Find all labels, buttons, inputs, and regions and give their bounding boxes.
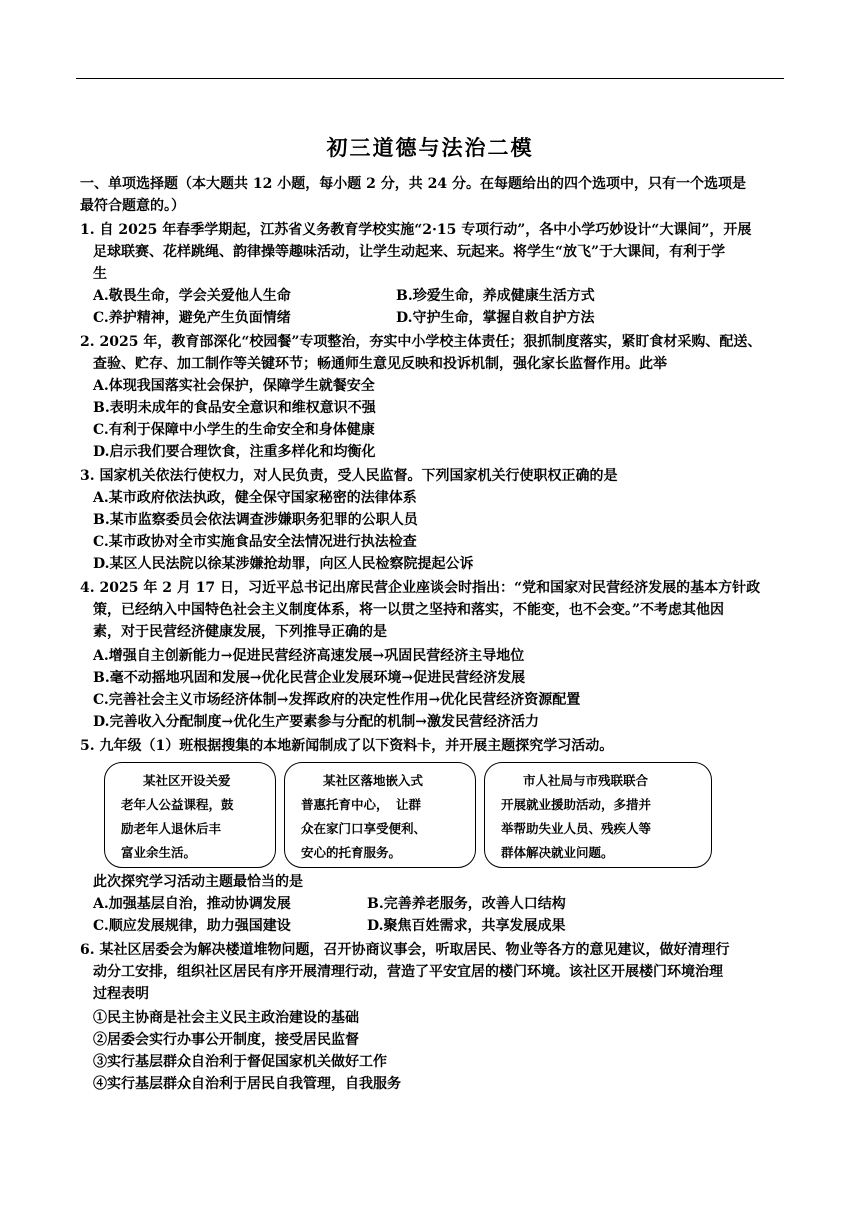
q3-option-a: A.某市政府依法执政，健全保守国家秘密的法律体系 [93,490,417,506]
info-card-childcare [284,762,476,868]
q4-stem: 素，对于民营经济健康发展，下列推导正确的是 [93,624,387,640]
q6-stem: 过程表明 [93,986,149,1002]
card-text: 老年人公益课程，鼓 [121,797,234,812]
q5-option-d: D.聚焦百姓需求，共享发展成果 [367,918,566,934]
q1-option-a: A.敬畏生命，学会关爱他人生命 [93,288,291,304]
q4-option-a: A.增强自主创新能力→促进民营经济高速发展→巩固民营经济主导地位 [93,648,525,664]
q4-stem: 4. 2025 年 2 月 17 日，习近平总书记出席民营企业座谈会时指出：“党和国家对民营经济发展的基本方针政 [80,580,761,596]
page-title: 初三道德与法治二模 [326,136,534,160]
header-rule [76,78,784,79]
q3-stem: 3. 国家机关依法行使权力，对人民负责，受人民监督。下列国家机关行使职权正确的是 [80,468,618,484]
q3-option-c: C.某市政协对全市实施食品安全法情况进行执法检查 [93,534,417,550]
q6-statement-2: ②居委会实行办事公开制度，接受居民监督 [93,1032,359,1048]
card-text: 励老年人退休后丰 [121,821,222,836]
q1-stem: 足球联赛、花样跳绳、韵律操等趣味活动，让学生动起来、玩起来。将学生“放飞”于大课间，有利于学 [93,244,726,260]
q6-stem: 动分工安排，组织社区居民有序开展清理行动，营造了平安宜居的楼门环境。该社区开展楼门环境治理 [93,964,723,980]
card-text: 举帮助失业人员、残疾人等 [501,821,652,836]
q3-option-d: D.某区人民法院以徐某涉嫌抢劫罪，向区人民检察院提起公诉 [93,556,474,572]
info-card-employment [484,762,712,868]
q6-statement-1: ①民主协商是社会主义民主政治建设的基础 [93,1010,359,1026]
q6-stem: 6. 某社区居委会为解决楼道堆物问题，召开协商议事会，听取居民、物业等各方的意见建议，做好清理行 [80,942,730,958]
q1-stem: 1. 自 2025 年春季学期起，江苏省义务教育学校实施“2·15 专项行动”，各中小学巧妙设计“大课间”，开展 [80,222,752,238]
q1-stem: 生 [93,266,107,282]
q1-option-b: B.珍爱生命，养成健康生活方式 [396,288,595,304]
card-text: 某社区落地嵌入式 [323,773,424,788]
q2-option-a: A.体现我国落实社会保护，保障学生就餐安全 [93,378,375,394]
q4-option-b: B.毫不动摇地巩固和发展→优化民营企业发展环境→促进民营经济发展 [93,670,526,686]
card-text: 市人社局与市残联联合 [523,773,649,788]
q6-statement-4: ④实行基层群众自治利于居民自我管理，自我服务 [93,1076,401,1092]
card-text: 众在家门口享受便利、 [301,821,427,836]
q6-statement-3: ③实行基层群众自治利于督促国家机关做好工作 [93,1054,387,1070]
q4-stem: 策，已经纳入中国特色社会主义制度体系，将一以贯之坚持和落实，不能变，也不会变。”不考虑其他因 [93,602,725,618]
card-text: 某社区开设关爱 [143,773,231,788]
q2-stem: 2. 2025 年，教育部深化“校园餐”专项整治，夯实中小学校主体责任；狠抓制度落实，紧盯食材采购、配送、 [80,334,762,350]
q5-option-a: A.加强基层自治，推动协调发展 [93,896,291,912]
q2-option-b: B.表明未成年的食品安全意识和维权意识不强 [93,400,376,416]
q2-option-c: C.有利于保障中小学生的生命安全和身体健康 [93,422,375,438]
card-text: 群体解决就业问题。 [501,845,614,860]
q1-option-c: C.养护精神，避免产生负面情绪 [93,310,291,326]
q2-option-d: D.启示我们要合理饮食，注重多样化和均衡化 [93,444,376,460]
card-text: 开展就业援助活动，多措并 [501,797,652,812]
info-card-elderly [104,762,276,868]
section-instructions-cont: 最符合题意的。） [80,198,185,214]
card-text: 富业余生活。 [121,845,197,860]
q5-stem: 5. 九年级（1）班根据搜集的本地新闻制成了以下资料卡，并开展主题探究学习活动。 [80,738,614,754]
q1-option-d: D.守护生命，掌握自救自护方法 [396,310,595,326]
q5-option-c: C.顺应发展规律，助力强国建设 [93,918,291,934]
card-text: 普惠托育中心， 让群 [301,797,422,812]
q4-option-d: D.完善收入分配制度→优化生产要素参与分配的机制→激发民营经济活力 [93,714,539,730]
q3-option-b: B.某市监察委员会依法调查涉嫌职务犯罪的公职人员 [93,512,418,528]
q5-option-b: B.完善养老服务，改善人口结构 [367,896,566,912]
q5-question: 此次探究学习活动主题最恰当的是 [93,874,303,890]
card-text: 安心的托育服务。 [301,845,402,860]
section-instructions: 一、单项选择题（本大题共 12 小题，每小题 2 分，共 24 分。在每题给出的四个选项中，只有一个选项是 [80,176,746,192]
q2-stem: 查验、贮存、加工制作等关键环节；畅通师生意见反映和投诉机制，强化家长监督作用。此举 [93,356,667,372]
q4-option-c: C.完善社会主义市场经济体制→发挥政府的决定性作用→优化民营经济资源配置 [93,692,581,708]
